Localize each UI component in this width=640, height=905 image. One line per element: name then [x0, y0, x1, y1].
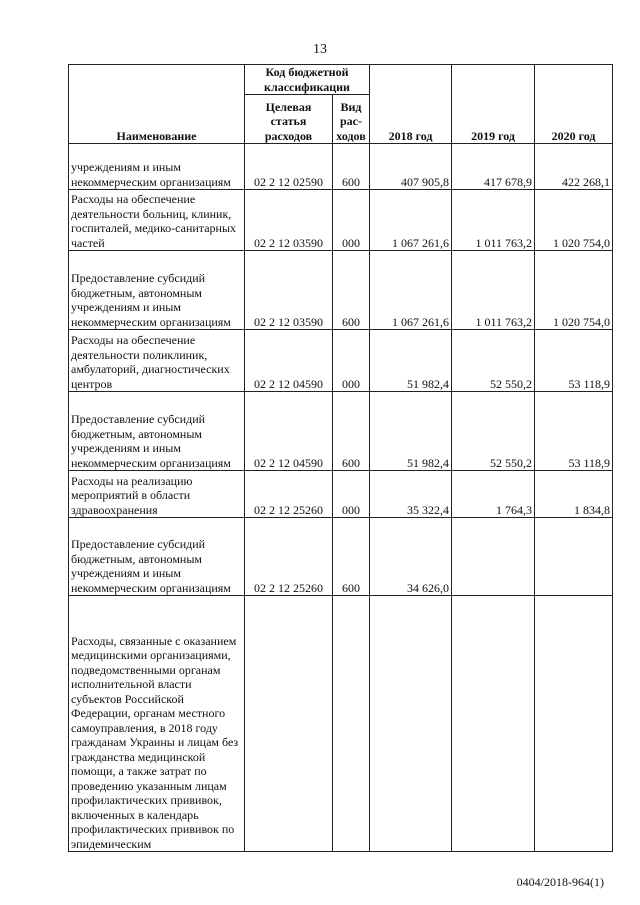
row-code: 02 2 12 02590	[245, 144, 333, 190]
header-target-article: Целевая статья расходов	[245, 95, 333, 144]
row-code: 02 2 12 25260	[245, 471, 333, 518]
row-name: Расходы на реализацию мероприятий в области здравоохранения	[69, 471, 245, 518]
row-code: 02 2 12 25260	[245, 518, 333, 596]
row-vid: 000	[333, 190, 370, 251]
row-code: 02 2 12 03590	[245, 251, 333, 330]
row-2018	[370, 596, 452, 852]
row-2020	[535, 596, 613, 852]
row-2020: 422 268,1	[535, 144, 613, 190]
row-2019: 417 678,9	[452, 144, 535, 190]
row-code	[245, 596, 333, 852]
row-vid: 000	[333, 471, 370, 518]
row-name: учреждениям и иным некоммерческим организациям	[69, 144, 245, 190]
row-2018: 1 067 261,6	[370, 190, 452, 251]
row-2020: 53 118,9	[535, 392, 613, 471]
row-name: Предоставление субсидий бюджетным, автономным учреждениям и иным некоммерческим организациям	[69, 392, 245, 471]
row-2019	[452, 518, 535, 596]
row-2018: 407 905,8	[370, 144, 452, 190]
row-2018: 35 322,4	[370, 471, 452, 518]
budget-table	[68, 64, 613, 852]
row-vid: 600	[333, 392, 370, 471]
row-name: Расходы на обеспечение деятельности больниц, клиник, госпиталей, медико-санитарных частей	[69, 190, 245, 251]
row-2020: 53 118,9	[535, 330, 613, 392]
table-row	[69, 251, 613, 330]
row-vid: 000	[333, 330, 370, 392]
table-row	[69, 190, 613, 251]
document-code: 0404/2018-964(1)	[516, 875, 604, 889]
row-2020: 1 020 754,0	[535, 251, 613, 330]
header-year-2018: 2018 год	[370, 65, 452, 144]
row-2018: 1 067 261,6	[370, 251, 452, 330]
row-2020: 1 020 754,0	[535, 190, 613, 251]
page-number: 13	[313, 42, 327, 57]
table-row	[69, 392, 613, 471]
table-row	[69, 518, 613, 596]
row-2020	[535, 518, 613, 596]
row-name: Предоставление субсидий бюджетным, автономным учреждениям и иным некоммерческим организациям	[69, 251, 245, 330]
row-code: 02 2 12 04590	[245, 392, 333, 471]
row-vid: 600	[333, 251, 370, 330]
header-year-2020: 2020 год	[535, 65, 613, 144]
row-name: Предоставление субсидий бюджетным, автономным учреждениям и иным некоммерческим организациям	[69, 518, 245, 596]
header-year-2019: 2019 год	[452, 65, 535, 144]
table-row	[69, 471, 613, 518]
row-2019: 1 764,3	[452, 471, 535, 518]
header-expense-type: Вид рас-ходов	[333, 95, 370, 144]
row-2018: 51 982,4	[370, 330, 452, 392]
row-code: 02 2 12 03590	[245, 190, 333, 251]
row-vid	[333, 596, 370, 852]
table-row	[69, 330, 613, 392]
row-code: 02 2 12 04590	[245, 330, 333, 392]
table-row	[69, 144, 613, 190]
row-name: Расходы на обеспечение деятельности поликлиник, амбулаторий, диагностических центров	[69, 330, 245, 392]
row-2019: 52 550,2	[452, 392, 535, 471]
row-2018: 34 626,0	[370, 518, 452, 596]
row-vid: 600	[333, 144, 370, 190]
row-name: Расходы, связанные с оказанием медицинскими организациями, подведомственными органам исполнительной власти субъектов Российской Федерации, органам местного самоуправления, в 2018 году гражданам Украины и лицам без гражданства медицинской помощи, а также затрат по проведению указанным лицам профилактических прививок, включенных в календарь профилактических прививок по эпидемическим	[69, 596, 245, 852]
row-vid: 600	[333, 518, 370, 596]
table-row	[69, 596, 613, 852]
row-2019	[452, 596, 535, 852]
row-2019: 1 011 763,2	[452, 251, 535, 330]
row-2019: 1 011 763,2	[452, 190, 535, 251]
row-2020: 1 834,8	[535, 471, 613, 518]
row-2019: 52 550,2	[452, 330, 535, 392]
header-name: Наименование	[69, 65, 245, 144]
row-2018: 51 982,4	[370, 392, 452, 471]
header-code-group: Код бюджетной классификации	[245, 65, 370, 95]
